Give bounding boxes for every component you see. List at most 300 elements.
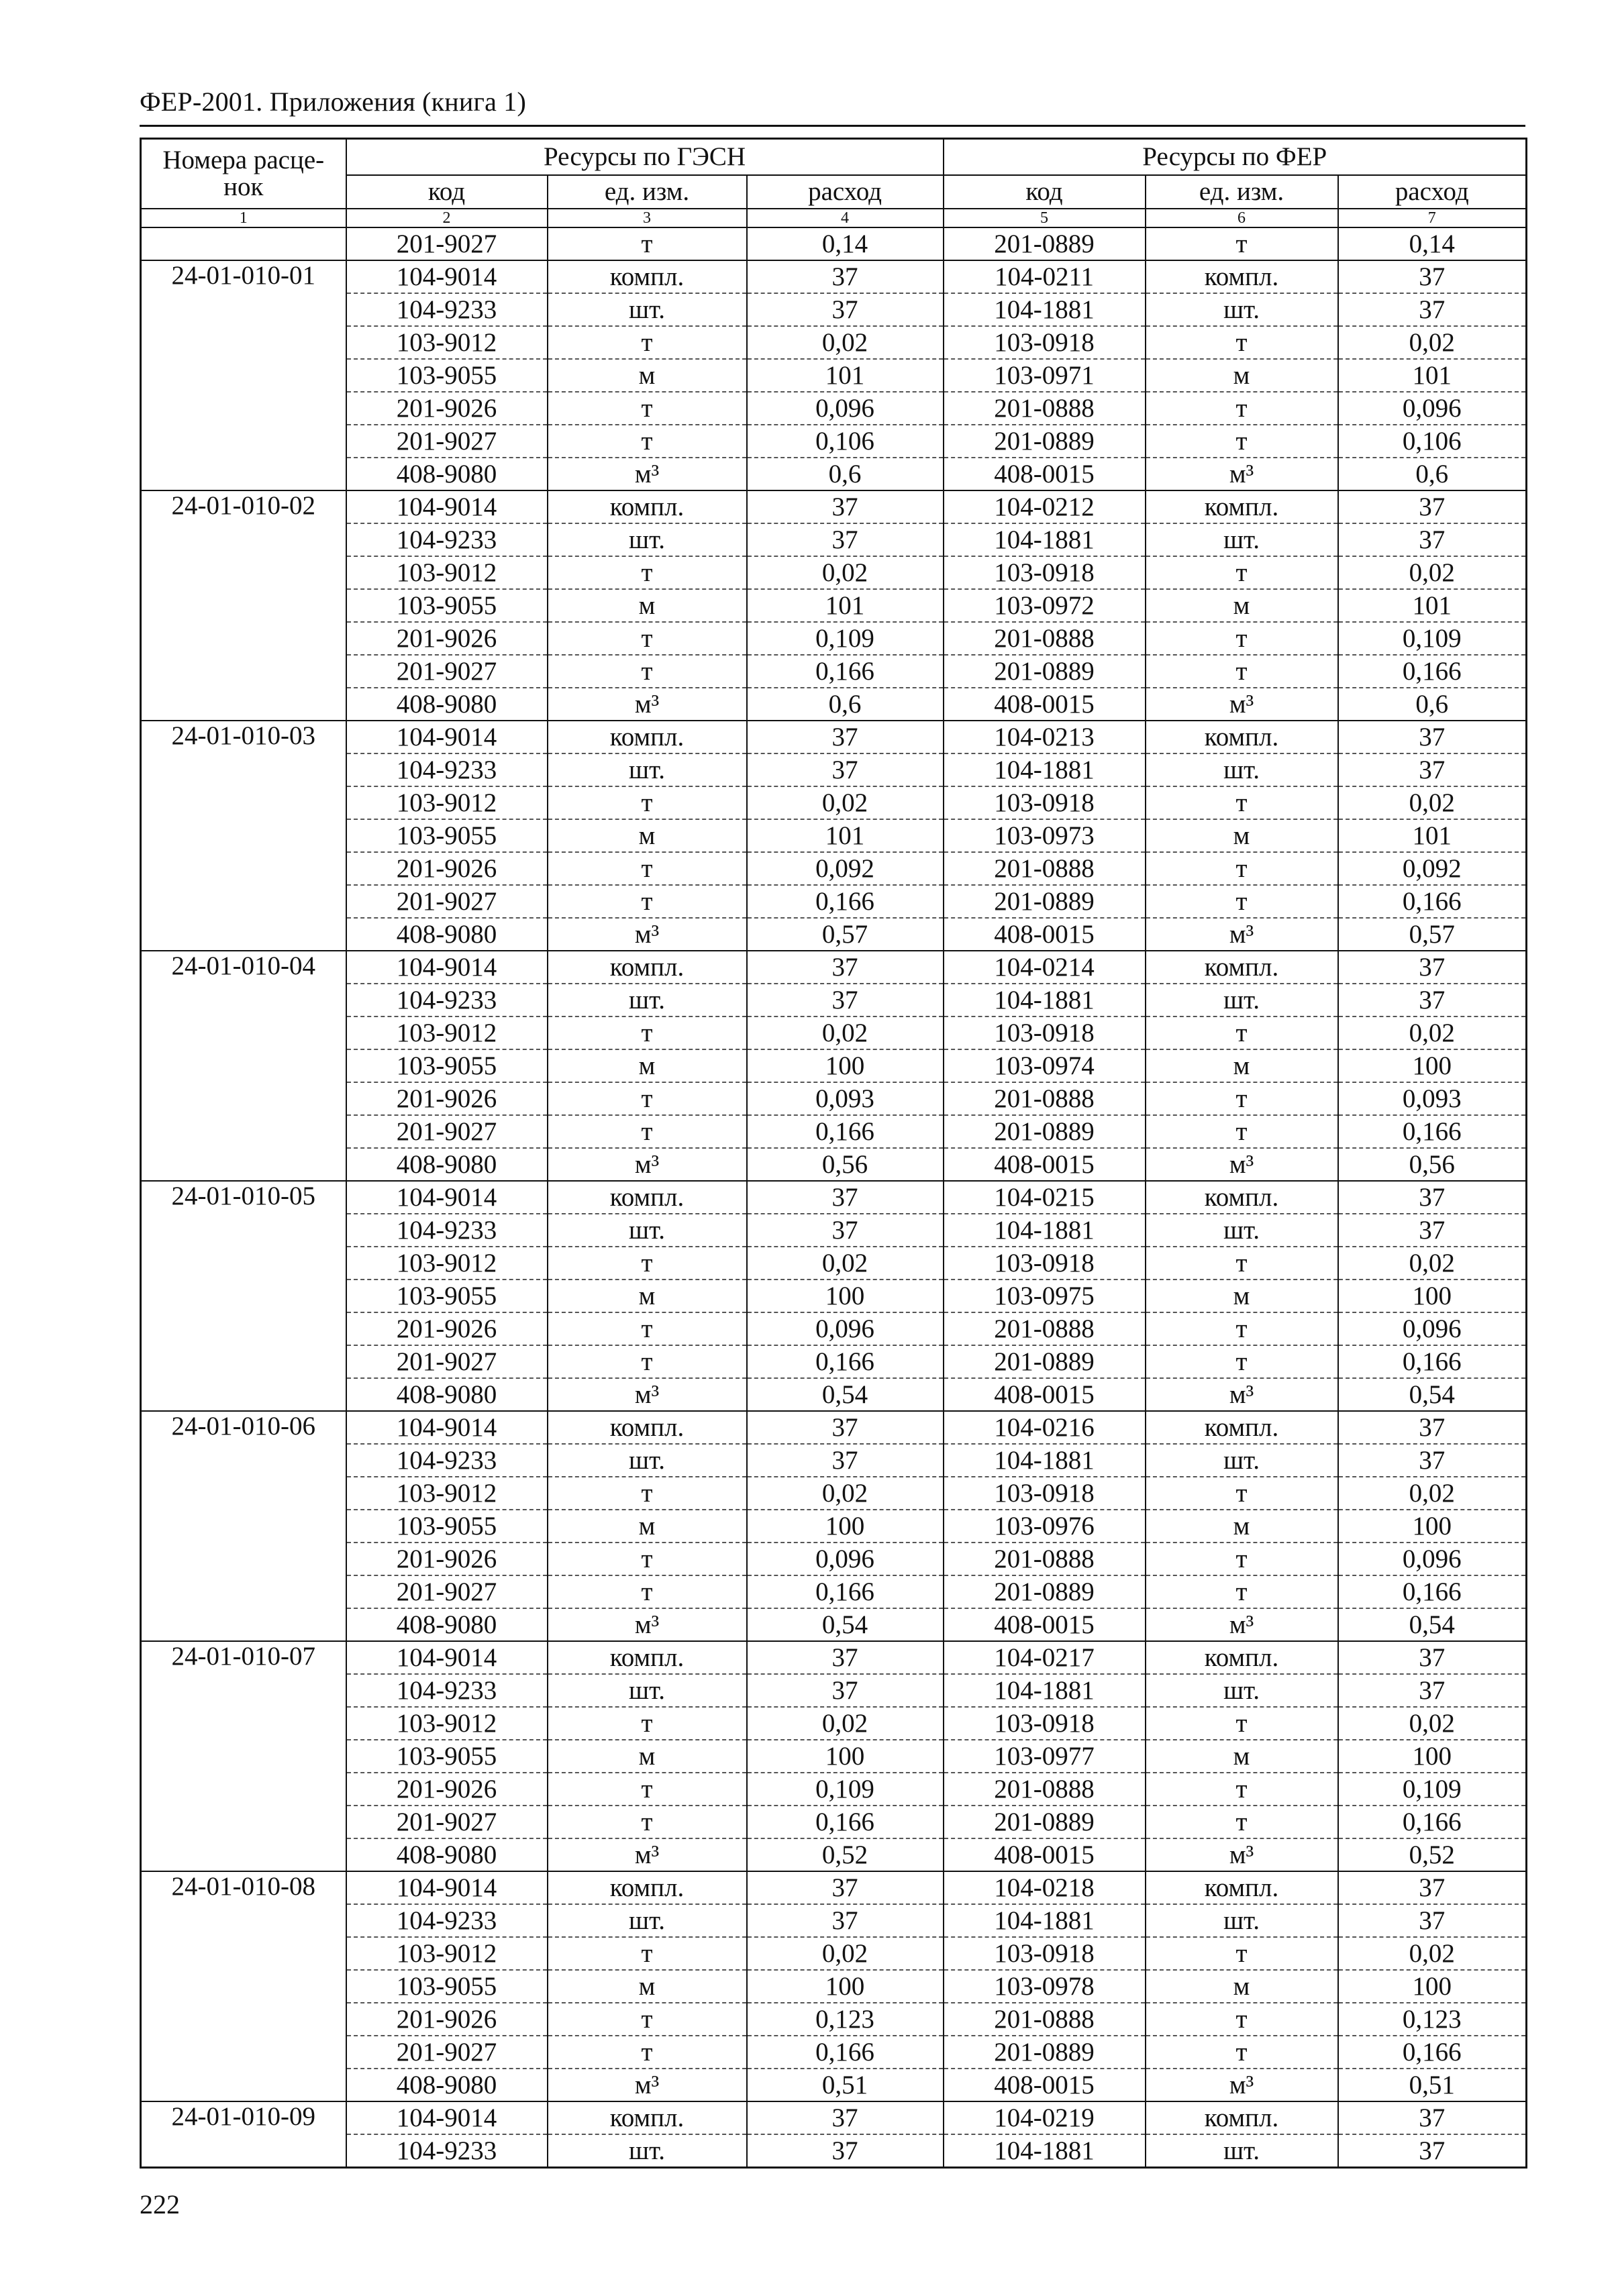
fer-consumption-cell: 0,109: [1338, 1773, 1527, 1806]
fer-code-cell: 104-1881: [944, 1214, 1146, 1247]
fer-unit-cell: м³: [1146, 1148, 1338, 1181]
gesn-unit-cell: шт.: [548, 293, 747, 326]
fer-consumption-header: расход: [1338, 175, 1527, 209]
fer-code-cell: 408-0015: [944, 458, 1146, 490]
header-rule: [140, 125, 1525, 127]
gesn-consumption-cell: 0,02: [747, 326, 944, 359]
table-row: [141, 984, 1527, 1016]
column-number: 1: [141, 209, 346, 227]
table-row: [141, 918, 1527, 951]
fer-consumption-cell: 0,106: [1338, 425, 1527, 458]
gesn-unit-cell: т: [548, 1115, 747, 1148]
fer-code-cell: 103-0977: [944, 1740, 1146, 1773]
gesn-unit-cell: м³: [548, 458, 747, 490]
gesn-consumption-cell: 0,14: [747, 227, 944, 260]
fer-consumption-cell: 0,02: [1338, 1707, 1527, 1740]
table-row: [141, 1707, 1527, 1740]
fer-code-cell: 201-0888: [944, 852, 1146, 885]
fer-consumption-cell: 37: [1338, 523, 1527, 556]
fer-consumption-cell: 37: [1338, 1674, 1527, 1707]
gesn-unit-cell: м: [548, 359, 747, 392]
gesn-unit-cell: компл.: [548, 490, 747, 523]
gesn-consumption-cell: 37: [747, 721, 944, 753]
gesn-consumption-cell: 37: [747, 753, 944, 786]
rate-number-cell: 24-01-010-06: [141, 1411, 346, 1641]
gesn-consumption-cell: 0,166: [747, 1575, 944, 1608]
fer-code-cell: 103-0976: [944, 1510, 1146, 1543]
fer-code-cell: 201-0888: [944, 622, 1146, 655]
fer-consumption-cell: 0,52: [1338, 1838, 1527, 1871]
gesn-consumption-cell: 0,109: [747, 622, 944, 655]
gesn-unit-cell: т: [548, 655, 747, 688]
fer-unit-cell: м: [1146, 1049, 1338, 1082]
table-row: [141, 2101, 1527, 2134]
fer-consumption-cell: 0,57: [1338, 918, 1527, 951]
fer-unit-cell: шт.: [1146, 293, 1338, 326]
table-row: [141, 819, 1527, 852]
gesn-code-cell: 104-9233: [346, 1904, 548, 1937]
table-row: [141, 1477, 1527, 1510]
fer-code-cell: 103-0975: [944, 1280, 1146, 1312]
gesn-code-cell: 408-9080: [346, 918, 548, 951]
fer-consumption-cell: 37: [1338, 1411, 1527, 1444]
fer-code-cell: 103-0918: [944, 556, 1146, 589]
fer-consumption-cell: 0,54: [1338, 1608, 1527, 1641]
gesn-consumption-cell: 0,166: [747, 1115, 944, 1148]
gesn-unit-cell: т: [548, 885, 747, 918]
gesn-code-cell: 408-9080: [346, 458, 548, 490]
gesn-consumption-cell: 0,02: [747, 1247, 944, 1280]
gesn-consumption-cell: 0,02: [747, 786, 944, 819]
gesn-code-cell: 103-9055: [346, 1280, 548, 1312]
gesn-code-cell: 103-9012: [346, 1247, 548, 1280]
fer-code-cell: 408-0015: [944, 688, 1146, 721]
gesn-code-cell: 103-9012: [346, 1016, 548, 1049]
gesn-unit-cell: м³: [548, 1838, 747, 1871]
gesn-code-cell: 104-9233: [346, 293, 548, 326]
table-row: [141, 1904, 1527, 1937]
table-row: [141, 622, 1527, 655]
table-row: [141, 951, 1527, 984]
table-row: [141, 753, 1527, 786]
fer-unit-cell: м³: [1146, 1378, 1338, 1411]
fer-consumption-cell: 37: [1338, 2134, 1527, 2168]
table-row: [141, 2003, 1527, 2036]
gesn-unit-cell: шт.: [548, 2134, 747, 2168]
fer-code-cell: 103-0974: [944, 1049, 1146, 1082]
rate-number-cell: 24-01-010-05: [141, 1181, 346, 1411]
fer-consumption-cell: 101: [1338, 589, 1527, 622]
gesn-code-cell: 104-9233: [346, 1444, 548, 1477]
gesn-unit-cell: т: [548, 392, 747, 425]
gesn-consumption-cell: 37: [747, 490, 944, 523]
gesn-consumption-cell: 0,52: [747, 1838, 944, 1871]
gesn-consumption-cell: 37: [747, 1181, 944, 1214]
fer-consumption-cell: 0,096: [1338, 1312, 1527, 1345]
gesn-unit-cell: т: [548, 852, 747, 885]
fer-consumption-cell: 0,56: [1338, 1148, 1527, 1181]
table-body: [141, 227, 1527, 2168]
gesn-code-cell: 201-9026: [346, 852, 548, 885]
rate-number-cell: 24-01-010-03: [141, 721, 346, 951]
gesn-code-cell: 103-9055: [346, 1049, 548, 1082]
fer-consumption-cell: 37: [1338, 753, 1527, 786]
gesn-unit-cell: т: [548, 556, 747, 589]
fer-consumption-cell: 37: [1338, 260, 1527, 293]
fer-unit-cell: т: [1146, 392, 1338, 425]
table-row: [141, 2134, 1527, 2168]
gesn-consumption-cell: 0,092: [747, 852, 944, 885]
gesn-code-cell: 201-9026: [346, 1312, 548, 1345]
gesn-unit-cell: шт.: [548, 753, 747, 786]
fer-consumption-cell: 37: [1338, 1871, 1527, 1904]
running-title: ФЕР-2001. Приложения (книга 1): [140, 87, 526, 117]
gesn-code-cell: 104-9014: [346, 1181, 548, 1214]
gesn-consumption-cell: 0,6: [747, 688, 944, 721]
fer-consumption-cell: 37: [1338, 1444, 1527, 1477]
fer-consumption-cell: 101: [1338, 819, 1527, 852]
column-number: 2: [346, 209, 548, 227]
fer-consumption-cell: 100: [1338, 1049, 1527, 1082]
gesn-consumption-cell: 37: [747, 1444, 944, 1477]
table-row: [141, 293, 1527, 326]
fer-code-cell: 201-0888: [944, 1773, 1146, 1806]
table-row: [141, 589, 1527, 622]
gesn-code-cell: 103-9012: [346, 1707, 548, 1740]
gesn-consumption-cell: 37: [747, 293, 944, 326]
gesn-code-cell: 104-9014: [346, 1641, 548, 1674]
gesn-code-cell: 201-9027: [346, 1345, 548, 1378]
fer-code-cell: 103-0972: [944, 589, 1146, 622]
table-row: [141, 1641, 1527, 1674]
gesn-code-cell: 103-9012: [346, 1477, 548, 1510]
fer-unit-cell: шт.: [1146, 1214, 1338, 1247]
table-row: [141, 1575, 1527, 1608]
table-row: [141, 1148, 1527, 1181]
fer-code-cell: 103-0918: [944, 786, 1146, 819]
column-number: 3: [548, 209, 747, 227]
gesn-code-cell: 104-9233: [346, 984, 548, 1016]
gesn-code-cell: 104-9014: [346, 1411, 548, 1444]
fer-unit-cell: м: [1146, 1510, 1338, 1543]
table-row: [141, 1510, 1527, 1543]
fer-unit-cell: м: [1146, 589, 1338, 622]
fer-resources-header: Ресурсы по ФЕР: [944, 139, 1527, 176]
fer-unit-cell: т: [1146, 786, 1338, 819]
gesn-code-cell: 103-9055: [346, 819, 548, 852]
gesn-unit-cell: м³: [548, 688, 747, 721]
fer-code-header: код: [944, 175, 1146, 209]
fer-code-cell: 201-0889: [944, 1345, 1146, 1378]
rate-number-cell: 24-01-010-02: [141, 490, 346, 721]
fer-code-cell: 103-0918: [944, 326, 1146, 359]
fer-unit-cell: т: [1146, 1707, 1338, 1740]
gesn-code-cell: 103-9055: [346, 1510, 548, 1543]
page-number: 222: [140, 2189, 180, 2220]
gesn-unit-cell: м: [548, 1280, 747, 1312]
fer-code-cell: 201-0888: [944, 2003, 1146, 2036]
fer-unit-cell: т: [1146, 1477, 1338, 1510]
fer-unit-cell: шт.: [1146, 1444, 1338, 1477]
fer-code-cell: 104-0215: [944, 1181, 1146, 1214]
gesn-code-cell: 201-9027: [346, 227, 548, 260]
gesn-unit-cell: компл.: [548, 1871, 747, 1904]
fer-unit-cell: т: [1146, 2003, 1338, 2036]
fer-code-cell: 408-0015: [944, 2069, 1146, 2101]
gesn-consumption-cell: 101: [747, 589, 944, 622]
table-row: [141, 1214, 1527, 1247]
fer-code-cell: 104-1881: [944, 523, 1146, 556]
fer-code-cell: 201-0889: [944, 227, 1146, 260]
column-number: 6: [1146, 209, 1338, 227]
fer-consumption-cell: 0,14: [1338, 227, 1527, 260]
table-row: [141, 885, 1527, 918]
fer-code-cell: 104-0217: [944, 1641, 1146, 1674]
gesn-unit-cell: т: [548, 1806, 747, 1838]
gesn-unit-cell: компл.: [548, 1411, 747, 1444]
fer-consumption-cell: 0,166: [1338, 2036, 1527, 2069]
fer-code-cell: 201-0888: [944, 1543, 1146, 1575]
fer-consumption-cell: 0,166: [1338, 885, 1527, 918]
table-row: [141, 2069, 1527, 2101]
fer-unit-cell: т: [1146, 425, 1338, 458]
fer-unit-cell: т: [1146, 1247, 1338, 1280]
gesn-unit-cell: т: [548, 622, 747, 655]
table-row: [141, 1181, 1527, 1214]
gesn-consumption-cell: 0,106: [747, 425, 944, 458]
fer-unit-cell: компл.: [1146, 490, 1338, 523]
fer-consumption-cell: 0,6: [1338, 458, 1527, 490]
fer-unit-cell: компл.: [1146, 1871, 1338, 1904]
fer-consumption-cell: 37: [1338, 1181, 1527, 1214]
fer-unit-cell: т: [1146, 1575, 1338, 1608]
gesn-code-cell: 103-9055: [346, 1970, 548, 2003]
gesn-consumption-cell: 0,6: [747, 458, 944, 490]
gesn-consumption-cell: 0,093: [747, 1082, 944, 1115]
gesn-code-cell: 201-9027: [346, 655, 548, 688]
fer-code-cell: 104-0211: [944, 260, 1146, 293]
gesn-consumption-cell: 101: [747, 359, 944, 392]
fer-code-cell: 103-0918: [944, 1247, 1146, 1280]
gesn-unit-cell: т: [548, 1773, 747, 1806]
fer-code-cell: 408-0015: [944, 1378, 1146, 1411]
fer-consumption-cell: 0,166: [1338, 1345, 1527, 1378]
fer-unit-cell: м: [1146, 1280, 1338, 1312]
gesn-code-cell: 201-9026: [346, 1773, 548, 1806]
fer-code-cell: 104-1881: [944, 1674, 1146, 1707]
fer-consumption-cell: 100: [1338, 1280, 1527, 1312]
fer-consumption-cell: 37: [1338, 293, 1527, 326]
fer-consumption-cell: 0,54: [1338, 1378, 1527, 1411]
fer-code-cell: 103-0918: [944, 1707, 1146, 1740]
table-row: [141, 556, 1527, 589]
fer-unit-cell: т: [1146, 1345, 1338, 1378]
fer-unit-cell: т: [1146, 1115, 1338, 1148]
fer-code-cell: 201-0888: [944, 1312, 1146, 1345]
gesn-unit-cell: т: [548, 2036, 747, 2069]
gesn-code-cell: 103-9012: [346, 326, 548, 359]
gesn-code-cell: 104-9233: [346, 753, 548, 786]
gesn-consumption-cell: 0,02: [747, 1937, 944, 1970]
gesn-code-cell: 104-9014: [346, 490, 548, 523]
rate-number-cell: 24-01-010-07: [141, 1641, 346, 1871]
gesn-consumption-cell: 0,096: [747, 1543, 944, 1575]
gesn-consumption-cell: 0,56: [747, 1148, 944, 1181]
fer-consumption-cell: 0,51: [1338, 2069, 1527, 2101]
fer-unit-cell: шт.: [1146, 984, 1338, 1016]
table-row: [141, 655, 1527, 688]
gesn-code-cell: 201-9026: [346, 1082, 548, 1115]
gesn-code-cell: 201-9026: [346, 1543, 548, 1575]
fer-unit-cell: м: [1146, 819, 1338, 852]
fer-consumption-cell: 37: [1338, 1904, 1527, 1937]
gesn-code-cell: 104-9233: [346, 523, 548, 556]
gesn-unit-cell: т: [548, 326, 747, 359]
rate-number-cell: 24-01-010-01: [141, 260, 346, 490]
gesn-consumption-cell: 101: [747, 819, 944, 852]
table-row: [141, 2036, 1527, 2069]
fer-code-cell: 104-1881: [944, 1444, 1146, 1477]
fer-unit-cell: шт.: [1146, 2134, 1338, 2168]
table-row: [141, 721, 1527, 753]
table-row: [141, 1115, 1527, 1148]
fer-code-cell: 201-0889: [944, 885, 1146, 918]
gesn-consumption-cell: 0,166: [747, 1806, 944, 1838]
rate-number-cell: [141, 227, 346, 260]
gesn-consumption-cell: 0,096: [747, 392, 944, 425]
fer-unit-cell: компл.: [1146, 260, 1338, 293]
gesn-code-cell: 201-9026: [346, 392, 548, 425]
fer-consumption-cell: 0,166: [1338, 1575, 1527, 1608]
gesn-code-cell: 103-9012: [346, 786, 548, 819]
gesn-unit-cell: шт.: [548, 1904, 747, 1937]
fer-code-cell: 104-1881: [944, 1904, 1146, 1937]
table-row: [141, 1674, 1527, 1707]
fer-consumption-cell: 0,092: [1338, 852, 1527, 885]
fer-consumption-cell: 0,109: [1338, 622, 1527, 655]
gesn-consumption-cell: 0,166: [747, 2036, 944, 2069]
gesn-unit-cell: компл.: [548, 1181, 747, 1214]
gesn-code-cell: 104-9233: [346, 1214, 548, 1247]
gesn-code-cell: 408-9080: [346, 1148, 548, 1181]
gesn-code-cell: 104-9014: [346, 2101, 548, 2134]
fer-unit-cell: м³: [1146, 688, 1338, 721]
fer-unit-cell: компл.: [1146, 1641, 1338, 1674]
gesn-unit-cell: т: [548, 1477, 747, 1510]
fer-unit-cell: компл.: [1146, 1411, 1338, 1444]
gesn-unit-cell: шт.: [548, 1674, 747, 1707]
gesn-consumption-cell: 0,57: [747, 918, 944, 951]
gesn-unit-cell: м³: [548, 1608, 747, 1641]
fer-consumption-cell: 0,093: [1338, 1082, 1527, 1115]
fer-unit-cell: м: [1146, 1970, 1338, 2003]
gesn-consumption-cell: 37: [747, 1214, 944, 1247]
gesn-consumption-cell: 0,54: [747, 1608, 944, 1641]
table-row: [141, 786, 1527, 819]
table-row: [141, 1806, 1527, 1838]
gesn-unit-cell: м³: [548, 2069, 747, 2101]
fer-consumption-cell: 0,166: [1338, 1115, 1527, 1148]
gesn-consumption-cell: 0,096: [747, 1312, 944, 1345]
gesn-unit-cell: т: [548, 1312, 747, 1345]
fer-unit-cell: м³: [1146, 1608, 1338, 1641]
fer-unit-cell: т: [1146, 885, 1338, 918]
fer-unit-cell: т: [1146, 1543, 1338, 1575]
fer-code-cell: 408-0015: [944, 918, 1146, 951]
fer-consumption-cell: 37: [1338, 490, 1527, 523]
gesn-unit-cell: т: [548, 227, 747, 260]
gesn-unit-cell: компл.: [548, 1641, 747, 1674]
fer-unit-cell: т: [1146, 655, 1338, 688]
fer-consumption-cell: 0,02: [1338, 786, 1527, 819]
gesn-code-cell: 201-9027: [346, 1575, 548, 1608]
fer-code-cell: 201-0888: [944, 392, 1146, 425]
gesn-code-cell: 104-9233: [346, 1674, 548, 1707]
gesn-consumption-cell: 100: [747, 1510, 944, 1543]
fer-consumption-cell: 100: [1338, 1740, 1527, 1773]
table-row: [141, 1345, 1527, 1378]
table-row: [141, 392, 1527, 425]
gesn-resources-header: Ресурсы по ГЭСН: [346, 139, 944, 176]
gesn-unit-cell: м³: [548, 918, 747, 951]
gesn-unit-cell: компл.: [548, 951, 747, 984]
fer-consumption-cell: 0,166: [1338, 655, 1527, 688]
table-row: [141, 1378, 1527, 1411]
rate-number-cell: 24-01-010-09: [141, 2101, 346, 2168]
fer-consumption-cell: 37: [1338, 951, 1527, 984]
gesn-consumption-cell: 0,109: [747, 1773, 944, 1806]
gesn-unit-cell: компл.: [548, 2101, 747, 2134]
table-row: [141, 1608, 1527, 1641]
fer-code-cell: 201-0889: [944, 425, 1146, 458]
rate-number-cell: 24-01-010-08: [141, 1871, 346, 2101]
fer-unit-cell: т: [1146, 1312, 1338, 1345]
fer-code-cell: 103-0973: [944, 819, 1146, 852]
gesn-code-cell: 104-9014: [346, 260, 548, 293]
gesn-consumption-cell: 0,02: [747, 1477, 944, 1510]
fer-consumption-cell: 37: [1338, 984, 1527, 1016]
gesn-consumption-cell: 0,166: [747, 655, 944, 688]
table-row: [141, 1082, 1527, 1115]
table-row: [141, 326, 1527, 359]
gesn-code-cell: 408-9080: [346, 1838, 548, 1871]
table-row: [141, 1444, 1527, 1477]
gesn-consumption-cell: 100: [747, 1049, 944, 1082]
fer-consumption-cell: 0,02: [1338, 326, 1527, 359]
gesn-unit-cell: м³: [548, 1148, 747, 1181]
fer-code-cell: 103-0978: [944, 1970, 1146, 2003]
fer-code-cell: 104-1881: [944, 984, 1146, 1016]
column-number: 7: [1338, 209, 1527, 227]
fer-code-cell: 104-0218: [944, 1871, 1146, 1904]
gesn-code-cell: 104-9014: [346, 1871, 548, 1904]
fer-consumption-cell: 0,6: [1338, 688, 1527, 721]
table-row: [141, 1411, 1527, 1444]
gesn-consumption-cell: 37: [747, 2101, 944, 2134]
fer-code-cell: 201-0889: [944, 2036, 1146, 2069]
fer-unit-cell: м: [1146, 1740, 1338, 1773]
gesn-unit-cell: т: [548, 1575, 747, 1608]
gesn-unit-cell: т: [548, 1707, 747, 1740]
gesn-consumption-cell: 0,02: [747, 1016, 944, 1049]
fer-unit-cell: м³: [1146, 458, 1338, 490]
gesn-consumption-cell: 0,02: [747, 1707, 944, 1740]
table-row: [141, 1970, 1527, 2003]
table-row: [141, 1280, 1527, 1312]
gesn-unit-header: ед. изм.: [548, 175, 747, 209]
fer-code-cell: 104-0214: [944, 951, 1146, 984]
table-row: [141, 523, 1527, 556]
